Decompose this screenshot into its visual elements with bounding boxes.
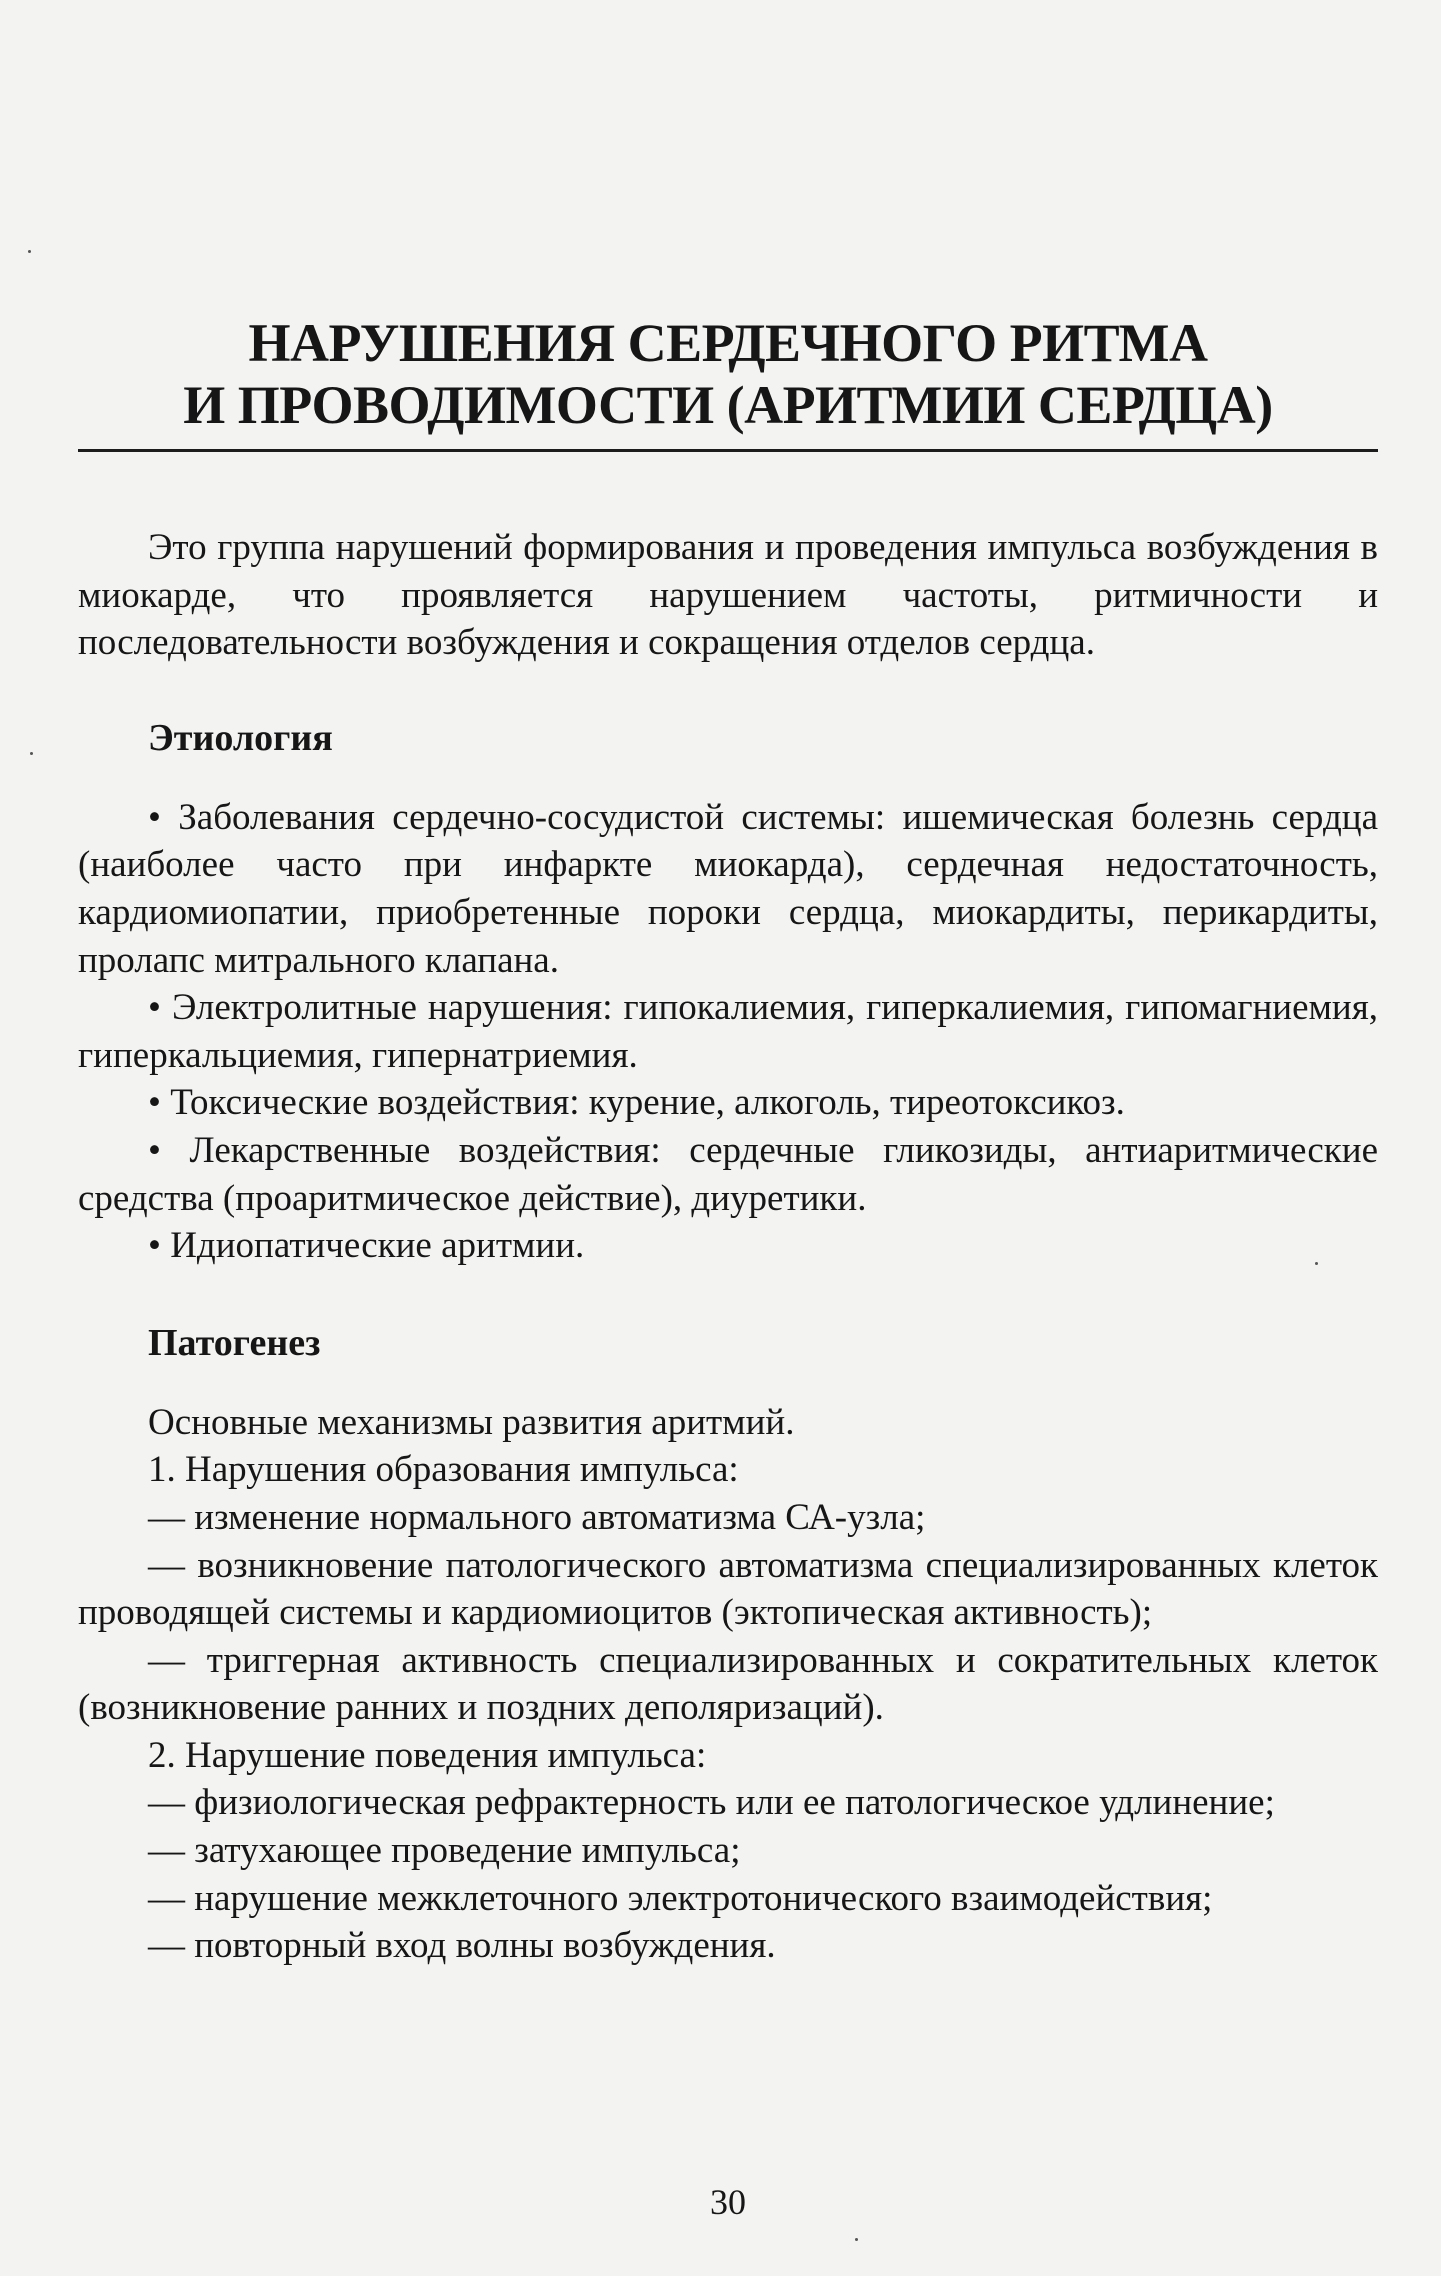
pathogenesis-list — [78, 1399, 1378, 1970]
scan-speck — [1315, 1262, 1318, 1265]
etiology-item: • Электролитные нарушения: гипокалиемия, гиперкалиемия, гипомагниемия, гиперкальциемия, гипернатриемия. — [78, 987, 1378, 1076]
body-text — [78, 524, 1378, 1970]
pathogenesis-line: 1. Нарушения образования импульса: — [148, 1449, 739, 1491]
pathogenesis-heading: Патогенез — [148, 1321, 321, 1364]
etiology-item: • Лекарственные воздействия: сердечные гликозиды, антиаритмические средства (проаритмическое действие), диуретики. — [78, 1129, 1378, 1219]
pathogenesis-line: — физиологическая рефрактерность или ее патологическое удлинение; — [148, 1782, 1275, 1824]
scan-speck — [30, 752, 33, 755]
pathogenesis-line: — затухающее проведение импульса; — [148, 1830, 741, 1872]
intro-paragraph: Это группа нарушений формирования и проведения импульса возбуждения в миокарде, что проявляется нарушением частоты, ритмичности и последовательности возбуждения и сокращения отделов сердца. — [78, 527, 1378, 664]
pathogenesis-line: — возникновение патологического автоматизма специализированных клеток проводящей системы и кардиомиоцитов (эктопическая активность); — [78, 1544, 1378, 1634]
chapter-title-line-2: И ПРОВОДИМОСТИ (АРИТМИИ СЕРДЦА) — [183, 375, 1273, 435]
scan-speck — [855, 2238, 858, 2241]
page-number: 30 — [710, 2182, 746, 2222]
title-underline — [78, 449, 1378, 452]
pathogenesis-line: — изменение нормального автоматизма СА-узла; — [148, 1496, 926, 1538]
chapter-title-line-1: НАРУШЕНИЯ СЕРДЕЧНОГО РИТМА — [248, 313, 1208, 373]
pathogenesis-line: — повторный вход волны возбуждения. — [148, 1925, 776, 1967]
etiology-item: • Идиопатические аритмии. — [148, 1225, 585, 1267]
pathogenesis-line: 2. Нарушение поведения импульса: — [148, 1734, 707, 1776]
pathogenesis-line: Основные механизмы развития аритмий. — [148, 1401, 795, 1443]
etiology-list — [78, 794, 1378, 1270]
pathogenesis-line: — триггерная активность специализированных и сократительных клеток (возникновение ранних и поздних деполяризаций). — [78, 1639, 1378, 1729]
etiology-item: • Заболевания сердечно-сосудистой системы: ишемическая болезнь сердца (наиболее часто при инфаркте миокарда), сердечная недостаточность, кардиомиопатии, приобретенные пороки сердца, миокардиты, перикардиты, пролапс митрального клапана. — [78, 796, 1378, 981]
book-page — [78, 0, 1378, 2276]
scan-speck — [28, 250, 31, 253]
etiology-item: • Токсические воздействия: курение, алкоголь, тиреотоксикоз. — [148, 1082, 1125, 1124]
pathogenesis-line: — нарушение межклеточного электротонического взаимодействия; — [148, 1877, 1213, 1919]
chapter-title — [78, 312, 1378, 436]
etiology-heading: Этиология — [148, 716, 333, 759]
